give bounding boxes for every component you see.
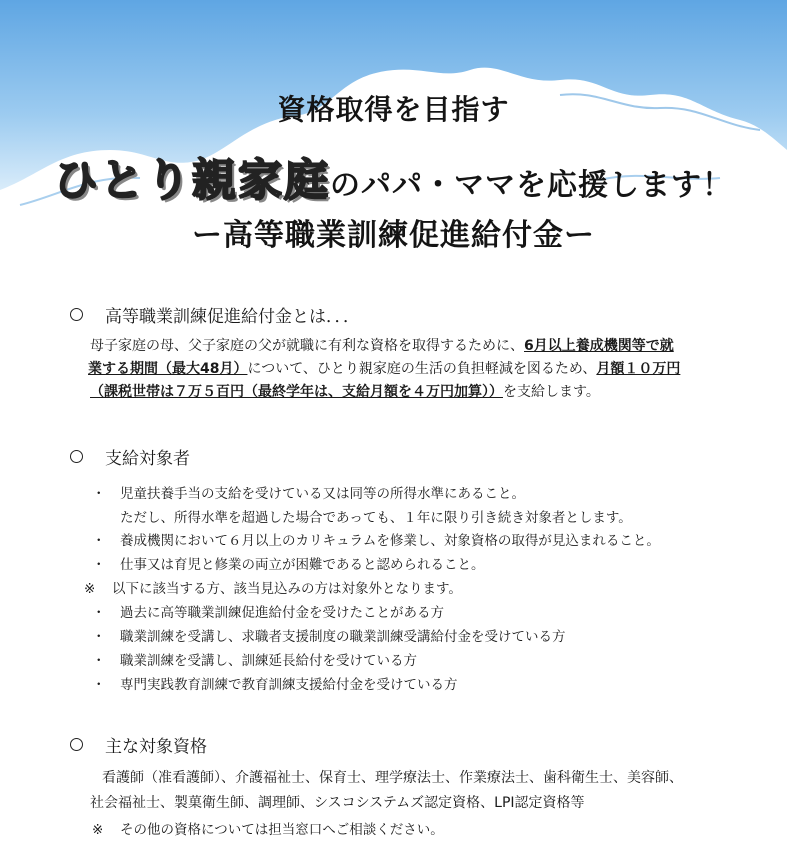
emphasis-taxed-amount: （課税世帯は７万５百円（最終学年は、支給月額を４万円加算））	[90, 384, 503, 400]
title-line-2	[0, 144, 787, 208]
list-item: ・ 職業訓練を受講し、訓練延長給付を受けている方	[92, 653, 417, 669]
list-item: ・ 児童扶養手当の支給を受けている又は同等の所得水準にあること。	[92, 486, 525, 502]
list-item: ・ 仕事又は育児と修業の両立が困難であると認められること。	[92, 557, 485, 573]
section-what-is-paragraph: 母子家庭の母、父子家庭の父が就職に有利な資格を取得するために、6月以上養成機関等で就 業する期間（最大48月）について、ひとり親家庭の生活の負担軽減を図るため、月額１０万円 （課税世帯は７万５百円（最終学年は、支給月額を４万円加算））を支給します。	[88, 338, 681, 400]
circle-bullet-icon	[70, 738, 83, 751]
list-item: ・ 過去に高等職業訓練促進給付金を受けたことがある方	[92, 605, 444, 621]
title-single-parent-family: ひとり親家庭	[54, 155, 330, 206]
emphasis-monthly-amount: 月額１０万円	[596, 361, 681, 377]
list-item-continuation: ただし、所得水準を超過した場合であっても、１年に限り引き続き対象者とします。	[120, 510, 632, 526]
list-item: ・ 職業訓練を受講し、求職者支援制度の職業訓練受講給付金を受けている方	[92, 629, 566, 645]
emphasis-max-months: 業する期間（最大48月）	[88, 361, 248, 377]
circle-bullet-icon	[70, 450, 83, 463]
title-support-text: のパパ・ママを応援します！	[330, 168, 733, 203]
qualifications-note: ※ その他の資格については担当窓口へご相談ください。	[92, 822, 444, 838]
title-line-1: 資格取得を目指す	[277, 93, 510, 126]
list-item: ・ 養成機関において６月以上のカリキュラムを修業し、対象資格の取得が見込まれること。	[92, 533, 660, 549]
emphasis-training-period: 6月以上養成機関等で就	[524, 338, 674, 354]
qualifications-line-2: 社会福祉士、製菓衛生師、調理師、シスコシステムズ認定資格、LPI認定資格等	[90, 795, 585, 811]
title-benefit-name: ー高等職業訓練促進給付金ー	[192, 218, 595, 253]
circle-bullet-icon	[70, 308, 83, 321]
exclusion-note: ※ 以下に該当する方、該当見込みの方は対象外となります。	[84, 581, 462, 597]
section-heading-qualifications: 主な対象資格	[70, 732, 207, 757]
section-heading-eligible: 支給対象者	[70, 444, 190, 469]
qualifications-line-1: 看護師（准看護師）、介護福祉士、保育士、理学療法士、作業療法士、歯科衛生士、美容師、	[102, 770, 683, 786]
list-item: ・ 専門実践教育訓練で教育訓練支援給付金を受けている方	[92, 677, 458, 693]
section-heading-what-is: 高等職業訓練促進給付金とは．．．	[70, 302, 360, 327]
